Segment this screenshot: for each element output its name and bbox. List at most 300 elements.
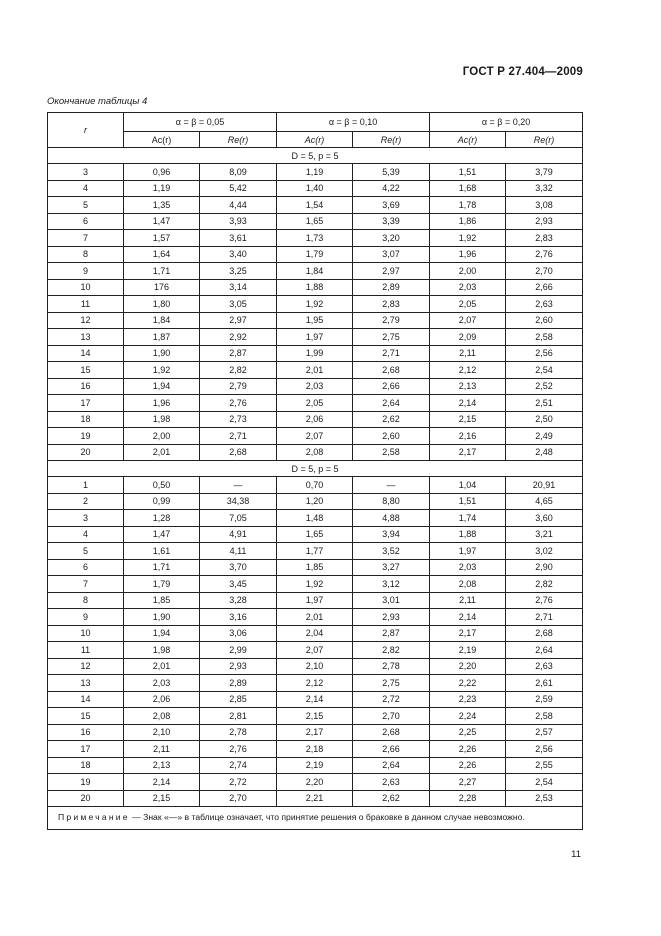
row-r-cell: 18 [48,411,124,428]
sub-header-re: Re(r) [200,132,277,148]
sub-header-ac: Ac(r) [124,132,200,148]
value-cell: 2,72 [200,774,277,791]
value-cell: 0,70 [277,477,353,494]
value-cell: 1,92 [124,362,200,379]
table-row [48,675,583,692]
row-r-cell: 20 [48,444,124,461]
value-cell: — [353,477,430,494]
table-row [48,559,583,576]
value-cell: 2,00 [124,428,200,445]
value-cell: 2,03 [277,378,353,395]
value-cell: 1,96 [430,246,506,263]
value-cell: 2,63 [506,658,583,675]
value-cell: 2,19 [430,642,506,659]
value-cell: 8,09 [200,164,277,181]
value-cell: 2,05 [430,296,506,313]
value-cell: 2,00 [430,263,506,280]
table-row [48,708,583,725]
value-cell: 2,79 [200,378,277,395]
value-cell: 2,78 [353,658,430,675]
value-cell: 4,44 [200,197,277,214]
value-cell: 3,25 [200,263,277,280]
value-cell: 2,92 [200,329,277,346]
table-row [48,510,583,527]
table-row [48,411,583,428]
value-cell: 3,06 [200,625,277,642]
value-cell: 2,20 [277,774,353,791]
value-cell: 5,42 [200,180,277,197]
value-cell: 2,75 [353,329,430,346]
value-cell: 3,05 [200,296,277,313]
value-cell: 2,22 [430,675,506,692]
value-cell: 1,35 [124,197,200,214]
table-row [48,576,583,593]
value-cell: 2,78 [200,724,277,741]
value-cell: 3,21 [506,526,583,543]
value-cell: 3,52 [353,543,430,560]
table-row [48,296,583,313]
value-cell: 2,12 [430,362,506,379]
value-cell: 1,65 [277,213,353,230]
value-cell: 2,76 [200,395,277,412]
value-cell: 1,97 [277,329,353,346]
value-cell: 2,15 [277,708,353,725]
value-cell: 2,85 [200,691,277,708]
value-cell: 2,21 [277,790,353,807]
value-cell: 2,74 [200,757,277,774]
value-cell: 2,04 [277,625,353,642]
value-cell: 2,27 [430,774,506,791]
value-cell: 2,64 [353,395,430,412]
value-cell: 2,61 [506,675,583,692]
value-cell: 8,80 [353,493,430,510]
value-cell: 2,71 [506,609,583,626]
value-cell: 2,73 [200,411,277,428]
value-cell: 2,66 [353,741,430,758]
row-r-cell: 2 [48,493,124,510]
value-cell: 1,47 [124,526,200,543]
value-cell: 2,62 [353,411,430,428]
document-code: ГОСТ Р 27.404—2009 [462,66,583,78]
row-r-cell: 10 [48,625,124,642]
value-cell: 1,80 [124,296,200,313]
row-r-cell: 8 [48,592,124,609]
value-cell: 1,48 [277,510,353,527]
row-r-cell: 10 [48,279,124,296]
table-row [48,180,583,197]
value-cell: 2,82 [200,362,277,379]
value-cell: 1,96 [124,395,200,412]
row-r-cell: 19 [48,428,124,445]
row-r-cell: 7 [48,230,124,247]
row-r-cell: 12 [48,658,124,675]
value-cell: 2,01 [124,658,200,675]
value-cell: 2,25 [430,724,506,741]
sub-header-ac: Ac(r) [430,132,506,148]
value-cell: 1,64 [124,246,200,263]
note-text: — Знак «—» в таблице означает, что принятие решения о браковке в данном случае невозможно. [132,812,525,822]
value-cell: 3,60 [506,510,583,527]
value-cell: 5,39 [353,164,430,181]
value-cell: 3,01 [353,592,430,609]
value-cell: 2,64 [353,757,430,774]
value-cell: 3,79 [506,164,583,181]
value-cell: 1,85 [277,559,353,576]
value-cell: 3,12 [353,576,430,593]
value-cell: 2,11 [430,345,506,362]
row-r-cell: 14 [48,691,124,708]
value-cell: 2,60 [353,428,430,445]
value-cell: 1,90 [124,609,200,626]
row-r-cell: 15 [48,708,124,725]
value-cell: 3,32 [506,180,583,197]
value-cell: 3,94 [353,526,430,543]
value-cell: 2,99 [200,642,277,659]
value-cell: 2,14 [124,774,200,791]
section-title: D = 5, p = 5 [48,461,583,477]
row-r-cell: 1 [48,477,124,494]
row-r-cell: 18 [48,757,124,774]
value-cell: 3,27 [353,559,430,576]
value-cell: 1,87 [124,329,200,346]
value-cell: 1,78 [430,197,506,214]
row-r-cell: 3 [48,510,124,527]
table-row [48,757,583,774]
table-row [48,362,583,379]
sub-header-ac: Ac(r) [277,132,353,148]
value-cell: 1,92 [277,296,353,313]
table-row [48,197,583,214]
value-cell: 2,71 [353,345,430,362]
value-cell: 1,51 [430,164,506,181]
table-body [48,148,583,807]
value-cell: 2,57 [506,724,583,741]
value-cell: 2,83 [353,296,430,313]
value-cell: 1,71 [124,263,200,280]
row-r-cell: 17 [48,741,124,758]
value-cell: 2,76 [200,741,277,758]
value-cell: 1,57 [124,230,200,247]
value-cell: 4,91 [200,526,277,543]
value-cell: 1,79 [277,246,353,263]
group-header-020: α = β = 0,20 [430,113,583,132]
value-cell: 2,24 [430,708,506,725]
value-cell: 1,47 [124,213,200,230]
value-cell: 1,61 [124,543,200,560]
value-cell: 2,55 [506,757,583,774]
value-cell: 4,88 [353,510,430,527]
value-cell: 2,66 [506,279,583,296]
row-r-cell: 13 [48,675,124,692]
value-cell: 1,94 [124,378,200,395]
value-cell: 2,83 [506,230,583,247]
group-header-005: α = β = 0,05 [124,113,277,132]
row-r-cell: 5 [48,543,124,560]
value-cell: 2,28 [430,790,506,807]
row-r-cell: 4 [48,526,124,543]
table-row [48,658,583,675]
value-cell: 2,53 [506,790,583,807]
row-r-cell: 20 [48,790,124,807]
value-cell: 2,72 [353,691,430,708]
value-cell: 2,97 [353,263,430,280]
table-row [48,329,583,346]
data-table [47,112,583,830]
value-cell: 2,89 [353,279,430,296]
table-row [48,477,583,494]
value-cell: 3,07 [353,246,430,263]
value-cell: 2,93 [200,658,277,675]
value-cell: 2,03 [430,559,506,576]
value-cell: 1,20 [277,493,353,510]
table-row [48,774,583,791]
value-cell: 2,17 [430,625,506,642]
value-cell: 2,14 [430,609,506,626]
value-cell: 0,50 [124,477,200,494]
value-cell: 2,54 [506,774,583,791]
value-cell: 2,07 [277,428,353,445]
row-r-cell: 6 [48,559,124,576]
value-cell: 2,15 [430,411,506,428]
value-cell: 3,16 [200,609,277,626]
table-row [48,691,583,708]
table-row [48,246,583,263]
value-cell: 2,58 [506,708,583,725]
table-row [48,263,583,280]
row-r-cell: 11 [48,296,124,313]
value-cell: 2,56 [506,741,583,758]
value-cell: 2,09 [430,329,506,346]
value-cell: 2,14 [277,691,353,708]
value-cell: 1,88 [277,279,353,296]
row-r-cell: 8 [48,246,124,263]
value-cell: 2,71 [200,428,277,445]
row-r-cell: 19 [48,774,124,791]
value-cell: 1,40 [277,180,353,197]
value-cell: 2,89 [200,675,277,692]
value-cell: 2,11 [430,592,506,609]
table-row [48,279,583,296]
value-cell: 1,65 [277,526,353,543]
table-row [48,378,583,395]
row-r-cell: 15 [48,362,124,379]
value-cell: 2,08 [124,708,200,725]
section-header-row [48,461,583,477]
value-cell: 3,61 [200,230,277,247]
row-r-cell: 6 [48,213,124,230]
value-cell: 1,68 [430,180,506,197]
value-cell: 2,01 [277,362,353,379]
value-cell: 2,50 [506,411,583,428]
value-cell: 2,07 [430,312,506,329]
value-cell: 2,70 [200,790,277,807]
value-cell: 2,87 [200,345,277,362]
value-cell: 1,28 [124,510,200,527]
value-cell: 1,98 [124,642,200,659]
table-row [48,592,583,609]
value-cell: 1,90 [124,345,200,362]
value-cell: — [200,477,277,494]
col-header-r: r [48,113,124,148]
value-cell: 2,11 [124,741,200,758]
value-cell: 2,49 [506,428,583,445]
table-row [48,724,583,741]
row-r-cell: 14 [48,345,124,362]
value-cell: 3,08 [506,197,583,214]
value-cell: 3,93 [200,213,277,230]
value-cell: 1,99 [277,345,353,362]
value-cell: 2,03 [124,675,200,692]
table-note [48,807,583,830]
value-cell: 2,14 [430,395,506,412]
row-r-cell: 12 [48,312,124,329]
table-row [48,230,583,247]
value-cell: 1,92 [277,576,353,593]
value-cell: 2,23 [430,691,506,708]
value-cell: 4,65 [506,493,583,510]
table-row [48,164,583,181]
value-cell: 1,98 [124,411,200,428]
value-cell: 1,88 [430,526,506,543]
value-cell: 2,06 [277,411,353,428]
table-row [48,428,583,445]
value-cell: 2,03 [430,279,506,296]
value-cell: 2,81 [200,708,277,725]
value-cell: 4,11 [200,543,277,560]
table-row [48,213,583,230]
value-cell: 2,20 [430,658,506,675]
value-cell: 1,77 [277,543,353,560]
value-cell: 2,19 [277,757,353,774]
row-r-cell: 17 [48,395,124,412]
value-cell: 2,79 [353,312,430,329]
group-header-010: α = β = 0,10 [277,113,430,132]
row-r-cell: 5 [48,197,124,214]
value-cell: 1,19 [277,164,353,181]
section-title: D = 5, p = 5 [48,148,583,164]
value-cell: 2,87 [353,625,430,642]
value-cell: 0,96 [124,164,200,181]
value-cell: 2,82 [353,642,430,659]
section-header-row [48,148,583,164]
value-cell: 2,56 [506,345,583,362]
sub-header-re: Re(r) [353,132,430,148]
value-cell: 2,82 [506,576,583,593]
value-cell: 2,17 [430,444,506,461]
table-row [48,493,583,510]
value-cell: 176 [124,279,200,296]
value-cell: 3,69 [353,197,430,214]
value-cell: 2,13 [430,378,506,395]
value-cell: 2,75 [353,675,430,692]
row-r-cell: 13 [48,329,124,346]
table-row [48,444,583,461]
sub-header-re: Re(r) [506,132,583,148]
value-cell: 2,70 [506,263,583,280]
value-cell: 1,84 [124,312,200,329]
value-cell: 2,63 [506,296,583,313]
value-cell: 3,39 [353,213,430,230]
value-cell: 2,93 [506,213,583,230]
table-row [48,642,583,659]
value-cell: 2,48 [506,444,583,461]
value-cell: 3,14 [200,279,277,296]
row-r-cell: 3 [48,164,124,181]
value-cell: 2,08 [430,576,506,593]
table-row [48,625,583,642]
value-cell: 1,85 [124,592,200,609]
value-cell: 2,68 [353,724,430,741]
value-cell: 1,74 [430,510,506,527]
value-cell: 2,62 [353,790,430,807]
table-row [48,741,583,758]
value-cell: 2,60 [506,312,583,329]
value-cell: 20,91 [506,477,583,494]
value-cell: 1,86 [430,213,506,230]
value-cell: 2,70 [353,708,430,725]
value-cell: 3,40 [200,246,277,263]
value-cell: 2,76 [506,246,583,263]
value-cell: 0,99 [124,493,200,510]
table-caption: Окончание таблицы 4 [47,96,148,107]
value-cell: 1,94 [124,625,200,642]
value-cell: 2,64 [506,642,583,659]
value-cell: 34,38 [200,493,277,510]
table-row [48,543,583,560]
value-cell: 2,90 [506,559,583,576]
value-cell: 2,58 [353,444,430,461]
row-r-cell: 9 [48,609,124,626]
value-cell: 2,16 [430,428,506,445]
table-row [48,395,583,412]
value-cell: 2,26 [430,757,506,774]
row-r-cell: 4 [48,180,124,197]
value-cell: 2,63 [353,774,430,791]
value-cell: 3,45 [200,576,277,593]
value-cell: 1,51 [430,493,506,510]
row-r-cell: 11 [48,642,124,659]
value-cell: 3,70 [200,559,277,576]
value-cell: 1,97 [277,592,353,609]
value-cell: 2,10 [124,724,200,741]
value-cell: 2,26 [430,741,506,758]
value-cell: 2,07 [277,642,353,659]
value-cell: 1,71 [124,559,200,576]
table-row [48,790,583,807]
value-cell: 1,04 [430,477,506,494]
value-cell: 2,68 [353,362,430,379]
value-cell: 2,08 [277,444,353,461]
value-cell: 1,54 [277,197,353,214]
value-cell: 1,97 [430,543,506,560]
value-cell: 2,93 [353,609,430,626]
value-cell: 1,79 [124,576,200,593]
value-cell: 2,18 [277,741,353,758]
value-cell: 2,68 [506,625,583,642]
value-cell: 1,84 [277,263,353,280]
value-cell: 2,51 [506,395,583,412]
table-row [48,345,583,362]
page-number: 11 [571,849,581,860]
table-row [48,526,583,543]
value-cell: 2,97 [200,312,277,329]
value-cell: 1,19 [124,180,200,197]
value-cell: 2,06 [124,691,200,708]
value-cell: 2,13 [124,757,200,774]
note-label: Примечание [58,812,130,822]
row-r-cell: 9 [48,263,124,280]
value-cell: 2,66 [353,378,430,395]
